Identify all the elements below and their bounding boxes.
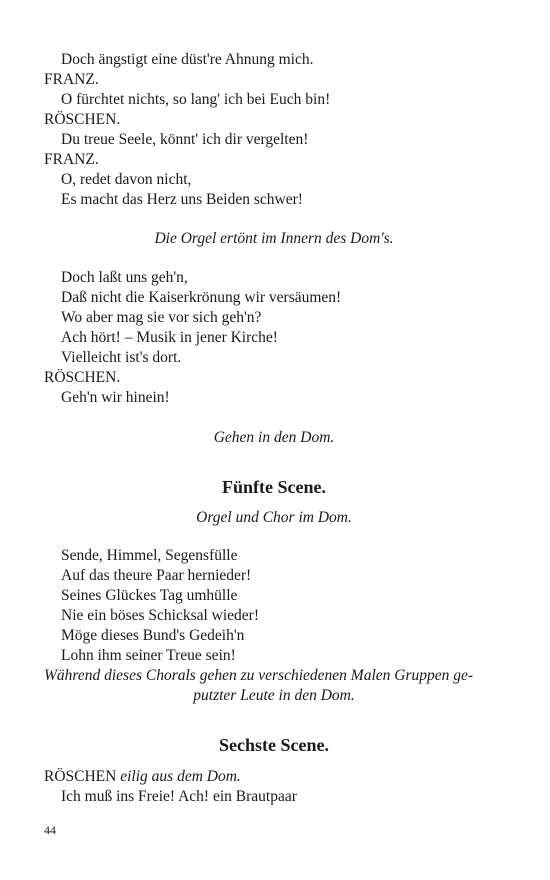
verse-line: O, redet davon nicht, (61, 171, 192, 188)
stage-direction: Die Orgel ertönt im Innern des Dom's. (154, 230, 394, 247)
speaker-name: RÖSCHEN. (44, 369, 121, 386)
verse-line: Seines Glückes Tag umhülle (61, 587, 238, 604)
verse-line: Wo aber mag sie vor sich geh'n? (61, 309, 262, 326)
scene-heading: Fünfte Scene. (222, 477, 326, 497)
verse-line: Du treue Seele, könnt' ich dir vergelten! (61, 131, 309, 148)
speaker-name: FRANZ. (44, 71, 99, 88)
page-number: 44 (44, 823, 56, 837)
speaker-direction: eilig aus dem Dom. (120, 768, 241, 785)
speaker-name: FRANZ. (44, 151, 99, 168)
scene6-heading-wrap (44, 735, 504, 755)
chorale-direction-wrap (44, 666, 504, 706)
stage-direction-enter-wrap (44, 428, 504, 448)
stage-direction: Während dieses Chorals gehen zu verschiedenen Malen Gruppen ge- (44, 667, 474, 684)
verse-line: Sende, Himmel, Segensfülle (61, 547, 238, 564)
verse-line: Nie ein böses Schicksal wieder! (61, 607, 259, 624)
dialogue-block-a (44, 50, 504, 210)
stage-direction: putzter Leute in den Dom. (193, 687, 355, 704)
scene5-heading-wrap (44, 477, 504, 497)
verse-line: O fürchtet nichts, so lang' ich bei Euch bin! (61, 91, 331, 108)
verse-line: Doch ängstigt eine düst're Ahnung mich. (61, 51, 314, 68)
verse-line: Es macht das Herz uns Beiden schwer! (61, 191, 303, 208)
stage-direction: Gehen in den Dom. (213, 429, 335, 446)
verse-line: Auf das theure Paar hernieder! (61, 567, 252, 584)
verse-line: Ach hört! – Musik in jener Kirche! (61, 329, 278, 346)
scene6-dialogue (44, 767, 504, 807)
stage-direction-organ-wrap (44, 229, 504, 249)
stage-direction: Orgel und Chor im Dom. (196, 509, 352, 526)
verse-line: Daß nicht die Kaiserkrönung wir versäumen! (61, 289, 342, 306)
scene5-direction-wrap (44, 508, 504, 528)
verse-line: Ich muß ins Freie! Ach! ein Brautpaar (61, 788, 297, 805)
chorale-block (44, 546, 504, 666)
speaker-name: RÖSCHEN. (44, 111, 121, 128)
speaker-name: RÖSCHEN (44, 768, 117, 785)
verse-line: Vielleicht ist's dort. (61, 349, 182, 366)
verse-line: Geh'n wir hinein! (61, 389, 170, 406)
scene-heading: Sechste Scene. (219, 735, 329, 755)
dialogue-block-b (44, 268, 504, 408)
verse-line: Doch laßt uns geh'n, (61, 269, 188, 286)
verse-line: Lohn ihm seiner Treue sein! (61, 647, 236, 664)
speaker-line (44, 767, 504, 787)
verse-line: Möge dieses Bund's Gedeih'n (61, 627, 245, 644)
